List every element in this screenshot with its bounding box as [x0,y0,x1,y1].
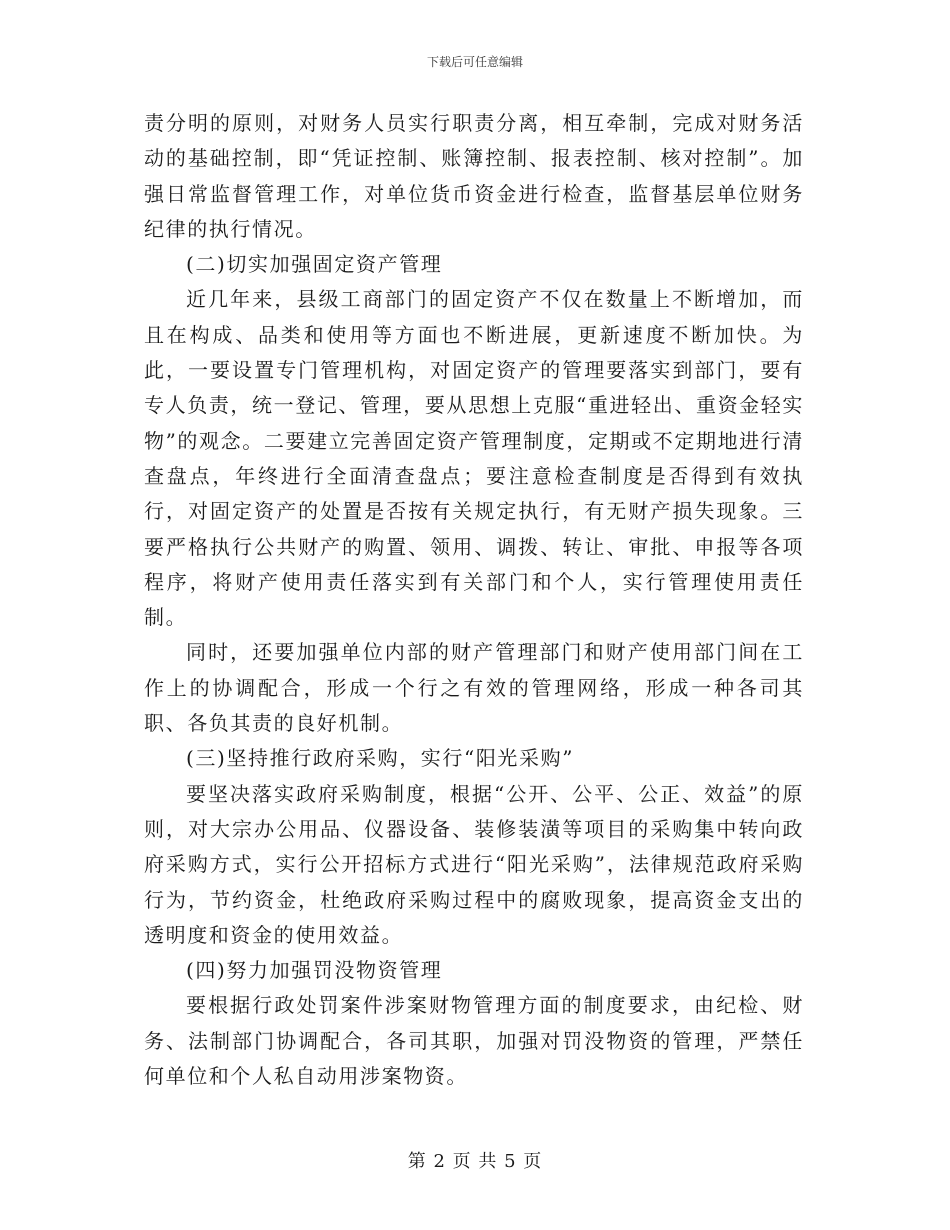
section-heading: (二)切实加强固定资产管理 [186,252,443,277]
page-header: 下载后可任意编辑 [426,55,523,69]
paragraph: 同时，还要加强单位内部的财产管理部门和财产使用部门间在工作上的协调配合，形成一个行之有效的管理网络，形成一种各司其职、各负其责的良好机制。 [144,640,804,736]
section-heading: (四)努力加强罚没物资管理 [186,958,443,983]
paragraph: 要根据行政处罚案件涉案财物管理方面的制度要求，由纪检、财务、法制部门协调配合，各司其职，加强对罚没物资的管理，严禁任何单位和个人私自动用涉案物资。 [144,993,804,1089]
paragraph: 责分明的原则，对财务人员实行职责分离，相互牵制，完成对财务活动的基础控制，即“凭证控制、账簿控制、报表控制、核对控制”。加强日常监督管理工作，对单位货币资金进行检查，监督基层单位财务纪律的执行情况。 [144,111,804,241]
page-number-footer: 第 2 页 共 5 页 [407,1151,543,1172]
document-body [144,106,804,1094]
paragraph: 要坚决落实政府采购制度，根据“公开、公平、公正、效益”的原则，对大宗办公用品、仪器设备、装修装潢等项目的采购集中转向政府采购方式，实行公开招标方式进行“阳光采购”，法律规范政府采购行为，节约资金，杜绝政府采购过程中的腐败现象，提高资金支出的透明度和资金的使用效益。 [144,781,804,947]
section-heading: (三)坚持推行政府采购，实行“阳光采购” [186,746,575,771]
paragraph: 近几年来，县级工商部门的固定资产不仅在数量上不断增加，而且在构成、品类和使用等方面也不断进展，更新速度不断加快。为此，一要设置专门管理机构，对固定资产的管理要落实到部门，要有专人负责，统一登记、管理，要从思想上克服“重进轻出、重资金轻实物”的观念。二要建立完善固定资产管理制度，定期或不定期地进行清查盘点，年终进行全面清查盘点；要注意检查制度是否得到有效执行，对固定资产的处置是否按有关规定执行，有无财产损失现象。三要严格执行公共财产的购置、领用、调拨、转让、审批、申报等各项程序，将财产使用责任落实到有关部门和个人，实行管理使用责任制。 [144,287,804,630]
